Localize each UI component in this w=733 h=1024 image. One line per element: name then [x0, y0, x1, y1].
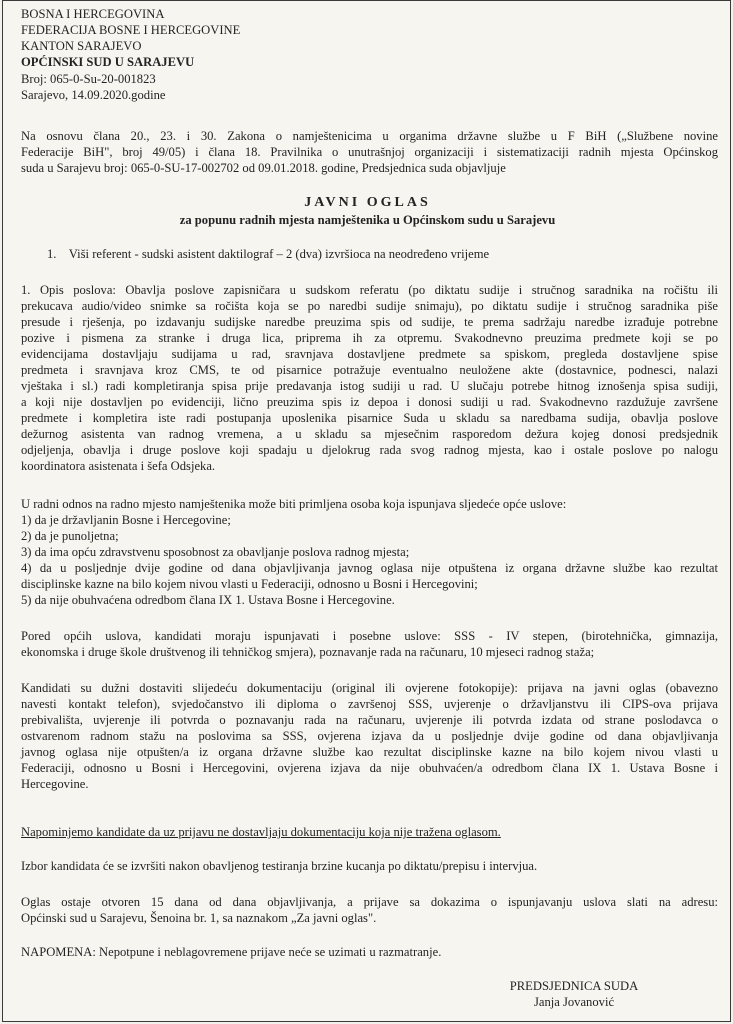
- intro-line: Federacije BiH", broj 49/05) i člana 18. Pravilnika o unutrašnjoj organizaciji i sistematizaciji radnih mjesta Općinskog: [21, 145, 718, 159]
- condition-item: 3) da ima opću zdravstvenu sposobnost za obavljanje poslova radnog mjesta;: [21, 545, 410, 559]
- special-conditions-line: ekonomska i druge škole društvenog ili tehničkog smjera), poznavanje rada na računaru, 10 mjeseci radnog staža;: [21, 645, 595, 659]
- condition-item: 1) da je državljanin Bosne i Hercegovine;: [21, 513, 231, 527]
- documents-line: Kandidati su dužni dostaviti slijedeću dokumentaciju (original ili ovjerene fotokopije): prijava na javni oglas (obavezno: [21, 681, 718, 695]
- job-description-line: 1. Opis poslova: Obavlja poslove zapisničara u sudskom referatu (po diktatu sudije i stručnog saradnika na ročištu ili: [21, 283, 718, 297]
- deadline-line: Oglas ostaje otvoren 15 dana od dana objavljivanja, a prijave sa dokazima o ispunjavanju uslova slati na adresu:: [21, 895, 718, 909]
- job-description-line: a koji nije dostavljen po evidenciji, lično preuzima spis iz depoa i donosi sudiji u rad. Svakodnevno razdužuje završene: [21, 395, 718, 409]
- header-country: BOSNA I HERCEGOVINA: [21, 7, 165, 21]
- documents-line: prebivališta, uvjerenje ili potvrda o poznavanju rada na računaru, uvjerenje ili potvrda izdata od strane poslodavca o: [21, 713, 718, 727]
- selection-text: Izbor kandidata će se izvršiti nakon obavljenog testiranja brzine kucanja po diktatu/prepisu i intervjua.: [21, 859, 538, 873]
- job-description-line: vještaka i sl.) radi kompletiranja spisa prije predavanja istog sudiji u rad. U slučaju potrebe hitnog iznošenja spisa sudiji,: [21, 379, 718, 393]
- documents-line: navesti kontakt telefon), svjedočanstvo ili diploma o završenoj SSS, uvjerenje o državljanstvu ili CIPS-ova prijava: [21, 697, 718, 711]
- header-court: OPĆINSKI SUD U SARAJEVU: [21, 55, 195, 69]
- job-description-line: odjeljenja, obavlja i druge poslove koji spadaju u djelokrug rada svog radnog mjesta, kao i ostale poslove po nalogu: [21, 443, 718, 457]
- condition-item: 2) da je punoljetna;: [21, 529, 119, 543]
- job-description-line: evidencijama dostavljaju sudijama u rad, sravnjava dostavljene predmete sa spiskom, pregleda dostavljene spise: [21, 347, 718, 361]
- documents-line: Federaciji, odnosno u Bosni i Hercegovini, ovjerena izjava da nije obuhvaćen/a odredbom člana IX 1. Ustava Bosne i: [21, 761, 718, 775]
- notice-underlined: Napominjemo kandidate da uz prijavu ne dostavljaju dokumentaciju koja nije tražena oglasom.: [21, 825, 501, 839]
- header-date: Sarajevo, 14.09.2020.godine: [21, 88, 166, 102]
- condition-item: 4) da u posljednje dvije godine od dana objavljivanja javnog oglasa nije otpuštena iz organa državne službe kao rezultat: [21, 561, 718, 575]
- general-conditions-intro: U radni odnos na radno mjesto namještenika može biti primljena osoba koja ispunjava sljedeće opće uslove:: [21, 497, 567, 511]
- condition-item: disciplinske kazne na bilo kojem nivou vlasti u Federaciji, odnosno u Bosni i Hercegovini;: [21, 577, 478, 591]
- note-text: NAPOMENA: Nepotpune i neblagovremene prijave neće se uzimati u razmatranje.: [21, 945, 442, 959]
- page-subtitle: za popunu radnih mjesta namještenika u Općinskom sudu u Sarajevu: [179, 213, 556, 227]
- page-title: JAVNI OGLAS: [304, 195, 431, 210]
- job-description-line: predmete i kompletira iste radi postupanja uposlenika pisarnice Suda u skladu sa naredbama sudija, obavlja poslove: [21, 411, 718, 425]
- position-line: 1. Viši referent - sudski asistent daktilograf – 2 (dva) izvršioca na neodređeno vrijeme: [47, 247, 490, 261]
- signature-name: Janja Jovanović: [533, 995, 615, 1009]
- document-page: [2, 0, 731, 1022]
- deadline-line: Općinski sud u Sarajevu, Šenoina br. 1, sa naznakom „Za javni oglas".: [21, 911, 377, 925]
- header-federation: FEDERACIJA BOSNE I HERCEGOVINE: [21, 23, 241, 37]
- documents-line: javnog oglasa nije otpušten/a iz organa državne službe kao rezultat disciplinske kazne na bilo kojem nivou vlasti u: [21, 745, 718, 759]
- signature-role: PREDSJEDNICA SUDA: [509, 979, 639, 993]
- job-description-line: koordinatora asistenata i šefa Odsjeka.: [21, 459, 216, 473]
- job-description-line: presude i rješenja, po izdavanju sudijske naredbe preuzima spis od sudije, te prema sadržaju naredbe izrađuje potrebne: [21, 315, 718, 329]
- documents-line: ostvarenom radnom stažu na poslovima sa SSS, ovjerena izjava da u posljednje dvije godine od dana objavljivanja: [21, 729, 718, 743]
- documents-line: Hercegovine.: [21, 777, 89, 791]
- job-description-line: predmeta i sravnjava kroz CMS, te od pisarnice potražuje eventualno neuložene akte (dostavnice, podnesci, nalazi: [21, 363, 718, 377]
- special-conditions-line: Pored općih uslova, kandidati moraju ispunjavati i posebne uslove: SSS - IV stepen, (birotehnička, gimnazija,: [21, 629, 718, 643]
- intro-line: suda u Sarajevu broj: 065-0-SU-17-002702 od 09.01.2018. godine, Predsjednica suda objavljuje: [21, 161, 506, 175]
- condition-item: 5) da nije obuhvaćena odredbom člana IX 1. Ustava Bosne i Hercegovine.: [21, 593, 395, 607]
- header-number: Broj: 065-0-Su-20-001823: [21, 72, 156, 86]
- job-description-line: pozive i pismena za stranke i druga lica, priprema ih za otpremu. Svakodnevno preuzima predmete koji se po: [21, 331, 718, 345]
- header-canton: KANTON SARAJEVO: [21, 39, 142, 53]
- job-description-line: prekucava audio/video snimke sa ročišta koja se po naredbi sudije snimaju), po diktatu sudije i stručnog saradnika piše: [21, 299, 718, 313]
- intro-line: Na osnovu člana 20., 23. i 30. Zakona o namještenicima u organima državne službe u F BiH („Službene novine: [21, 129, 718, 143]
- job-description-line: dežurnog asistenta van radnog vremena, a u skladu sa mjesečnim rasporedom dežura kojeg donosi predsjednik: [21, 427, 718, 441]
